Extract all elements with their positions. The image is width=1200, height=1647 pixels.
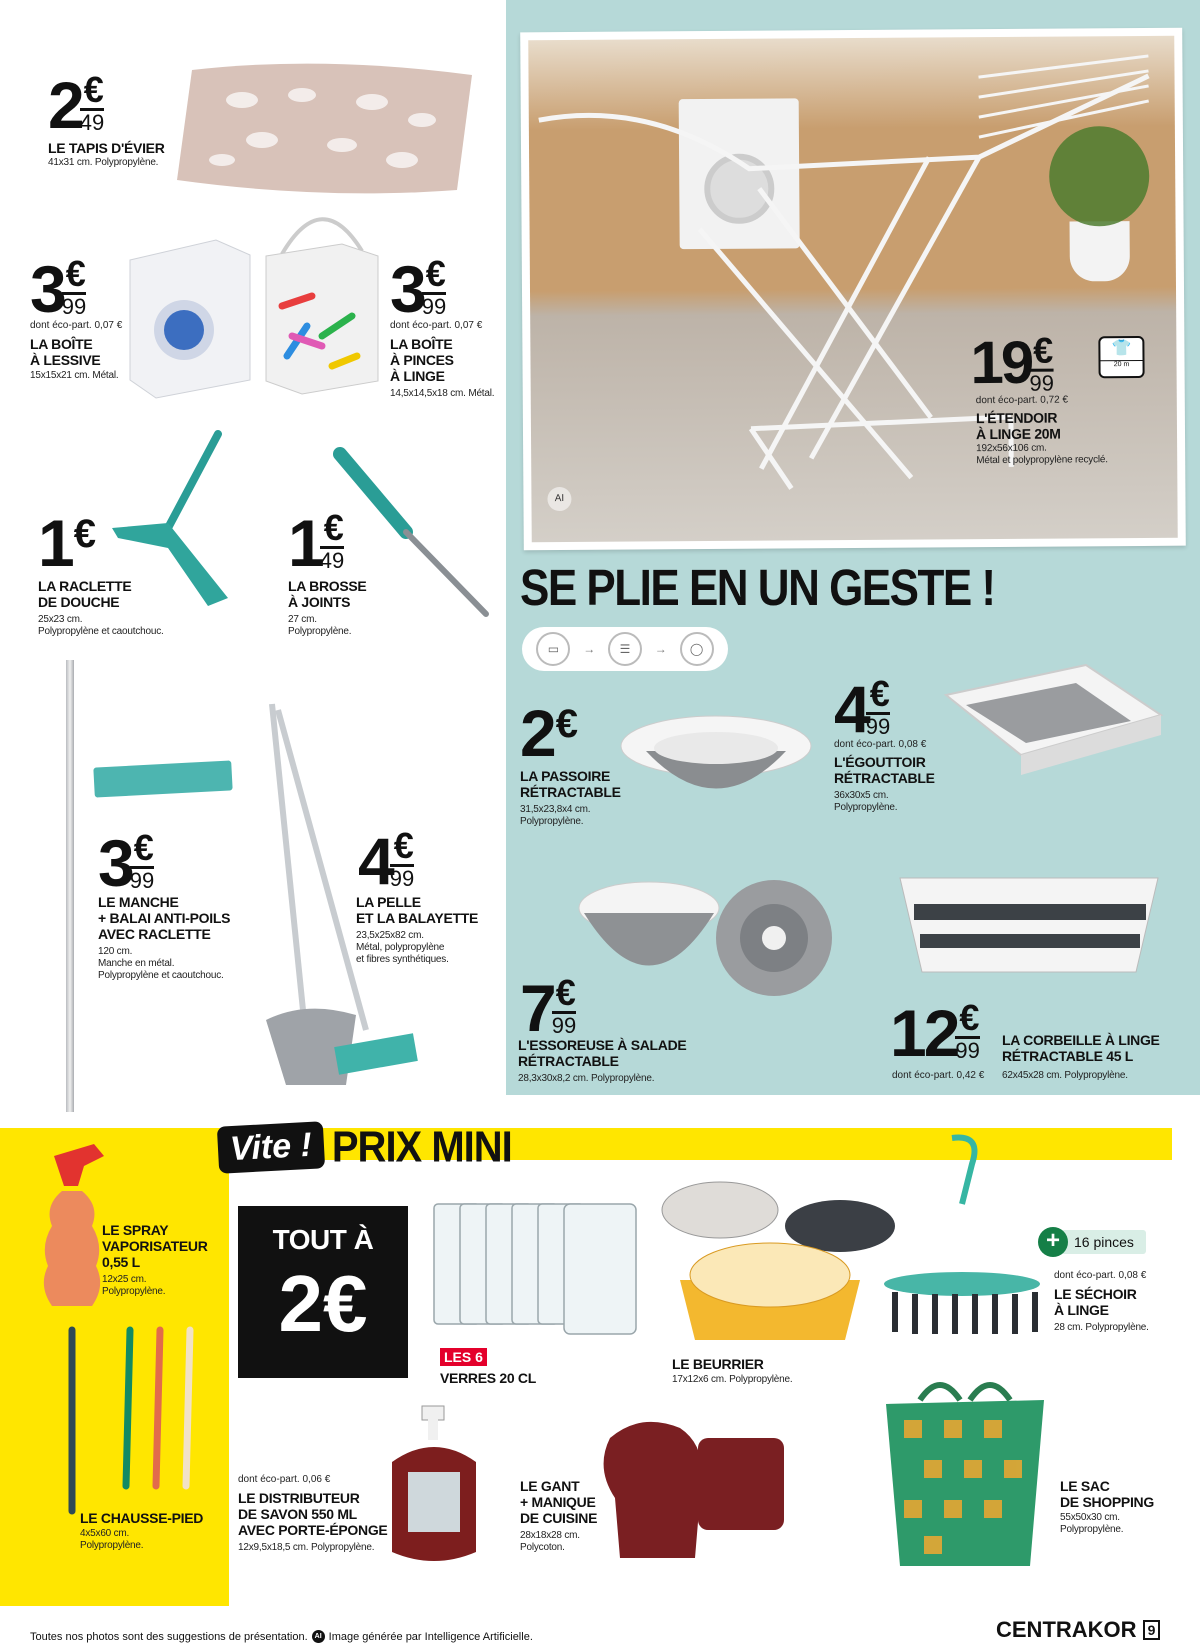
price-integer: 3	[98, 826, 132, 900]
desc-line: Polypropylène.	[520, 816, 584, 827]
badge-label: 20 m	[1101, 360, 1143, 368]
title-line: AVEC PORTE-ÉPONGE	[238, 1522, 388, 1538]
sechoir-illustration	[882, 1134, 1052, 1344]
gant-illustration	[600, 1408, 790, 1568]
balai-handle-shape	[66, 660, 74, 1112]
gant-title	[520, 1478, 597, 1526]
brand-logo	[996, 1617, 1160, 1643]
tapis-desc: 41x31 cm. Polypropylène.	[48, 157, 159, 168]
distributeur-illustration	[384, 1402, 484, 1572]
price-integer: 2	[48, 68, 82, 142]
price-cents: 99	[61, 294, 87, 319]
ai-icon: AI	[312, 1630, 325, 1643]
les-6-badge: LES 6	[440, 1348, 487, 1366]
title-line: À PINCES	[390, 352, 454, 368]
balai-head-shape	[93, 760, 232, 797]
title-line: LA BOÎTE	[390, 336, 453, 352]
title-line: L'ESSOREUSE À SALADE	[518, 1037, 687, 1053]
etendoir-eco: dont éco-part. 0,72 €	[975, 394, 1069, 407]
plus-icon: +	[1038, 1227, 1068, 1257]
boite-lessive-illustration	[126, 230, 254, 400]
verres-title: VERRES 20 CL	[440, 1370, 536, 1386]
desc-line: 192x56x106 cm.	[976, 442, 1047, 455]
price-cents: 49	[319, 548, 345, 573]
desc-line: Polypropylène.	[1060, 1524, 1124, 1535]
title-line: LA PELLE	[356, 894, 421, 910]
egouttoir-illustration	[926, 655, 1176, 795]
boite-lessive-desc: 15x15x21 cm. Métal.	[30, 370, 119, 381]
corbeille-title	[1002, 1032, 1160, 1064]
title-line: VAPORISATEUR	[102, 1238, 208, 1254]
price-cents: 99	[129, 868, 155, 893]
price-cents: 99	[955, 1038, 980, 1063]
desc-line: Polypropylène.	[288, 626, 352, 637]
boite-pinces-illustration	[262, 196, 382, 396]
beurrier-desc: 17x12x6 cm. Polypropylène.	[672, 1374, 793, 1385]
vite-badge: Vite !	[217, 1121, 325, 1173]
desc-line: 120 cm.	[98, 946, 133, 957]
desc-line: 28x18x28 cm.	[520, 1530, 580, 1541]
spray-desc	[102, 1274, 165, 1298]
sac-desc	[1060, 1512, 1123, 1536]
title-line: LA RACLETTE	[38, 578, 132, 594]
essoreuse-title	[518, 1037, 686, 1069]
essoreuse-price	[520, 971, 577, 1045]
euro-sign: €	[323, 507, 344, 548]
euro-sign: €	[83, 69, 104, 110]
price-integer: 4	[834, 672, 868, 746]
corbeille-eco: dont éco-part. 0,42 €	[892, 1070, 985, 1081]
passoire-illustration	[616, 706, 816, 816]
title-line: À LINGE	[390, 368, 445, 384]
sechoir-desc: 28 cm. Polypropylène.	[1054, 1322, 1149, 1333]
sac-illustration	[880, 1370, 1050, 1570]
price-cents: 99	[551, 1013, 577, 1038]
raclette-illustration	[108, 428, 238, 608]
sechoir-title	[1054, 1286, 1137, 1318]
sac-title	[1060, 1478, 1154, 1510]
title-line: LA BROSSE	[288, 578, 367, 594]
desc-line: 25x23 cm.	[38, 614, 83, 625]
etendoir-price	[970, 328, 1054, 397]
etendoir-title	[976, 410, 1061, 443]
essoreuse-illustration	[574, 868, 844, 1008]
desc-line: Polypropylène.	[834, 802, 898, 813]
title-line: À LESSIVE	[30, 352, 101, 368]
euro-sign: €	[555, 972, 576, 1013]
tshirt-20m-badge	[1098, 336, 1144, 378]
raclette-price	[38, 506, 96, 580]
title-line: LE MANCHE	[98, 894, 179, 910]
tapis-price	[48, 68, 105, 142]
title-line: À LINGE 20M	[975, 425, 1061, 443]
brand-name: CENTRAKOR	[996, 1617, 1137, 1642]
distributeur-desc: 12x9,5x18,5 cm. Polypropylène.	[238, 1542, 375, 1553]
boite-pinces-eco: dont éco-part. 0,07 €	[390, 320, 483, 331]
chausse-pied-title: LE CHAUSSE-PIED	[80, 1510, 204, 1526]
desc-line: 31,5x23,8x4 cm.	[520, 804, 591, 815]
beurrier-title: LE BEURRIER	[672, 1356, 764, 1372]
title-line: LA PASSOIRE	[520, 768, 611, 784]
sechoir-eco: dont éco-part. 0,08 €	[1054, 1270, 1147, 1281]
title-line: À LINGE	[1054, 1302, 1109, 1318]
pinces-badge	[1038, 1227, 1146, 1257]
boite-lessive-price	[30, 252, 87, 326]
title-line: RÉTRACTABLE 45 L	[1002, 1048, 1134, 1064]
passoire-title	[520, 768, 621, 800]
footer-note	[30, 1630, 533, 1643]
desc-line: Polycoton.	[520, 1542, 565, 1553]
egouttoir-eco: dont éco-part. 0,08 €	[834, 739, 927, 750]
distributeur-eco: dont éco-part. 0,06 €	[238, 1474, 331, 1485]
desc-line: 36x30x5 cm.	[834, 790, 889, 801]
tshirt-icon: 👕	[1111, 340, 1132, 358]
verres-illustration	[430, 1196, 650, 1344]
desc-line: 4x5x60 cm.	[80, 1528, 130, 1539]
price-integer: 7	[520, 971, 554, 1045]
chausse-pied-desc	[80, 1528, 143, 1552]
euro-sign: €	[393, 825, 414, 866]
desc-line: Polypropylène et caoutchouc.	[98, 970, 224, 981]
title-line: LE SAC	[1060, 1478, 1110, 1494]
euro-sign: €	[1033, 329, 1054, 371]
title-line: + BALAI ANTI-POILS	[98, 910, 231, 926]
arrow-right-icon: →	[654, 642, 667, 656]
desc-line: Polypropylène.	[102, 1286, 166, 1297]
tapis-illustration	[162, 50, 482, 200]
title-line: DE DOUCHE	[38, 594, 120, 610]
page-number: 9	[1143, 1620, 1161, 1640]
corbeille-price	[890, 996, 980, 1070]
price-cents: 49	[79, 110, 105, 135]
title-line: RÉTRACTABLE	[834, 770, 935, 786]
desc-line: Manche en métal.	[98, 958, 175, 969]
euro-sign: €	[869, 673, 890, 714]
etendoir-desc	[976, 442, 1108, 467]
folded-icon: ▭	[536, 632, 570, 666]
verres-tag	[440, 1348, 487, 1367]
beurrier-illustration	[660, 1170, 900, 1350]
title-line: LA BOÎTE	[30, 336, 93, 352]
brosse-illustration	[323, 442, 496, 622]
raclette-desc	[38, 614, 164, 638]
price-integer: 1	[288, 506, 322, 580]
chausse-pied-illustration	[60, 1326, 210, 1516]
euro-sign: €	[425, 253, 446, 294]
pinces-label: 16 pinces	[1054, 1230, 1146, 1254]
desc-line: 12x25 cm.	[102, 1274, 147, 1285]
euro-sign: €	[555, 702, 578, 746]
title-line: L'ÉTENDOIR	[975, 409, 1058, 427]
tout-a-2-box	[238, 1206, 408, 1378]
title-line: LE DISTRIBUTEUR	[238, 1490, 360, 1506]
title-line: + MANIQUE	[520, 1494, 596, 1510]
title-line: L'ÉGOUTTOIR	[834, 754, 926, 770]
balai-title	[98, 894, 230, 942]
corbeille-illustration	[896, 864, 1162, 984]
desc-line: Métal, polypropylène	[356, 942, 445, 953]
headline: SE PLIE EN UN GESTE !	[520, 560, 995, 617]
title-line: LE SPRAY	[102, 1222, 169, 1238]
price-cents: 99	[421, 294, 447, 319]
euro-sign: €	[65, 253, 86, 294]
pelle-title	[356, 894, 478, 926]
balai-price	[98, 826, 155, 900]
footer-note-a: Toutes nos photos sont des suggestions de présentation.	[30, 1630, 308, 1643]
vite-prix-mini-header	[218, 1124, 512, 1171]
half-open-icon: ☰	[608, 632, 642, 666]
price-integer: 2	[520, 696, 554, 770]
essoreuse-desc: 28,3x30x8,2 cm. Polypropylène.	[518, 1073, 655, 1084]
egouttoir-title	[834, 754, 935, 786]
tapis-title: LE TAPIS D'ÉVIER	[48, 140, 165, 156]
title-line: DE CUISINE	[520, 1510, 598, 1526]
tout-a-price: 2€	[278, 1259, 368, 1348]
euro-sign: €	[73, 512, 96, 556]
footer-note-b: Image générée par Intelligence Artificielle.	[328, 1630, 533, 1643]
title-line: RÉTRACTABLE	[518, 1053, 619, 1069]
desc-line: Polypropylène.	[80, 1540, 144, 1551]
corbeille-desc: 62x45x28 cm. Polypropylène.	[1002, 1070, 1128, 1081]
fold-steps-icons	[522, 627, 728, 671]
ai-badge: AI	[547, 487, 571, 511]
title-line: AVEC RACLETTE	[98, 926, 211, 942]
price-integer: 4	[358, 824, 392, 898]
desc-line: Métal et polypropylène recyclé.	[976, 454, 1108, 467]
egouttoir-desc	[834, 790, 897, 814]
distributeur-title	[238, 1490, 387, 1538]
price-cents: 99	[1029, 370, 1054, 396]
balai-desc	[98, 946, 224, 982]
title-line: DE SHOPPING	[1060, 1494, 1154, 1510]
boite-lessive-title	[30, 336, 100, 368]
desc-line: 23,5x25x82 cm.	[356, 930, 424, 941]
tout-a-label: TOUT À	[272, 1224, 374, 1255]
title-line: DE SAVON 550 ML	[238, 1506, 357, 1522]
etendoir-photo-frame	[520, 28, 1186, 551]
price-integer: 1	[38, 506, 72, 580]
prix-mini-label: PRIX MINI	[331, 1122, 512, 1172]
title-line: LA CORBEILLE À LINGE	[1002, 1032, 1160, 1048]
title-line: À JOINTS	[288, 594, 351, 610]
spray-title	[102, 1222, 208, 1270]
open-icon: ◯	[680, 632, 714, 666]
price-cents: 99	[389, 866, 415, 891]
passoire-desc	[520, 804, 590, 828]
euro-sign: €	[133, 827, 154, 868]
desc-line: et fibres synthétiques.	[356, 954, 449, 965]
etendoir-photo	[528, 36, 1177, 542]
title-line: RÉTRACTABLE	[520, 784, 621, 800]
price-cents: 99	[865, 714, 891, 739]
boite-pinces-desc: 14,5x14,5x18 cm. Métal.	[390, 388, 495, 399]
boite-pinces-title	[390, 336, 454, 384]
egouttoir-price	[834, 672, 891, 746]
boite-lessive-eco: dont éco-part. 0,07 €	[30, 320, 123, 331]
price-integer: 3	[30, 252, 64, 326]
euro-sign: €	[959, 997, 980, 1038]
title-line: ET LA BALAYETTE	[356, 910, 479, 926]
gant-desc	[520, 1530, 580, 1554]
desc-line: Polypropylène et caoutchouc.	[38, 626, 164, 637]
boite-pinces-price	[390, 252, 447, 326]
pelle-desc	[356, 930, 449, 966]
desc-line: 27 cm.	[288, 614, 317, 625]
title-line: LE GANT	[520, 1478, 580, 1494]
price-integer: 12	[890, 996, 958, 1070]
pelle-price	[358, 824, 415, 898]
title-line: 0,55 L	[102, 1254, 140, 1270]
arrow-right-icon: →	[583, 642, 596, 656]
title-line: LE SÉCHOIR	[1054, 1286, 1137, 1302]
desc-line: 55x50x30 cm.	[1060, 1512, 1120, 1523]
passoire-price	[520, 696, 578, 770]
price-integer: 3	[390, 252, 424, 326]
price-integer: 19	[970, 328, 1032, 397]
